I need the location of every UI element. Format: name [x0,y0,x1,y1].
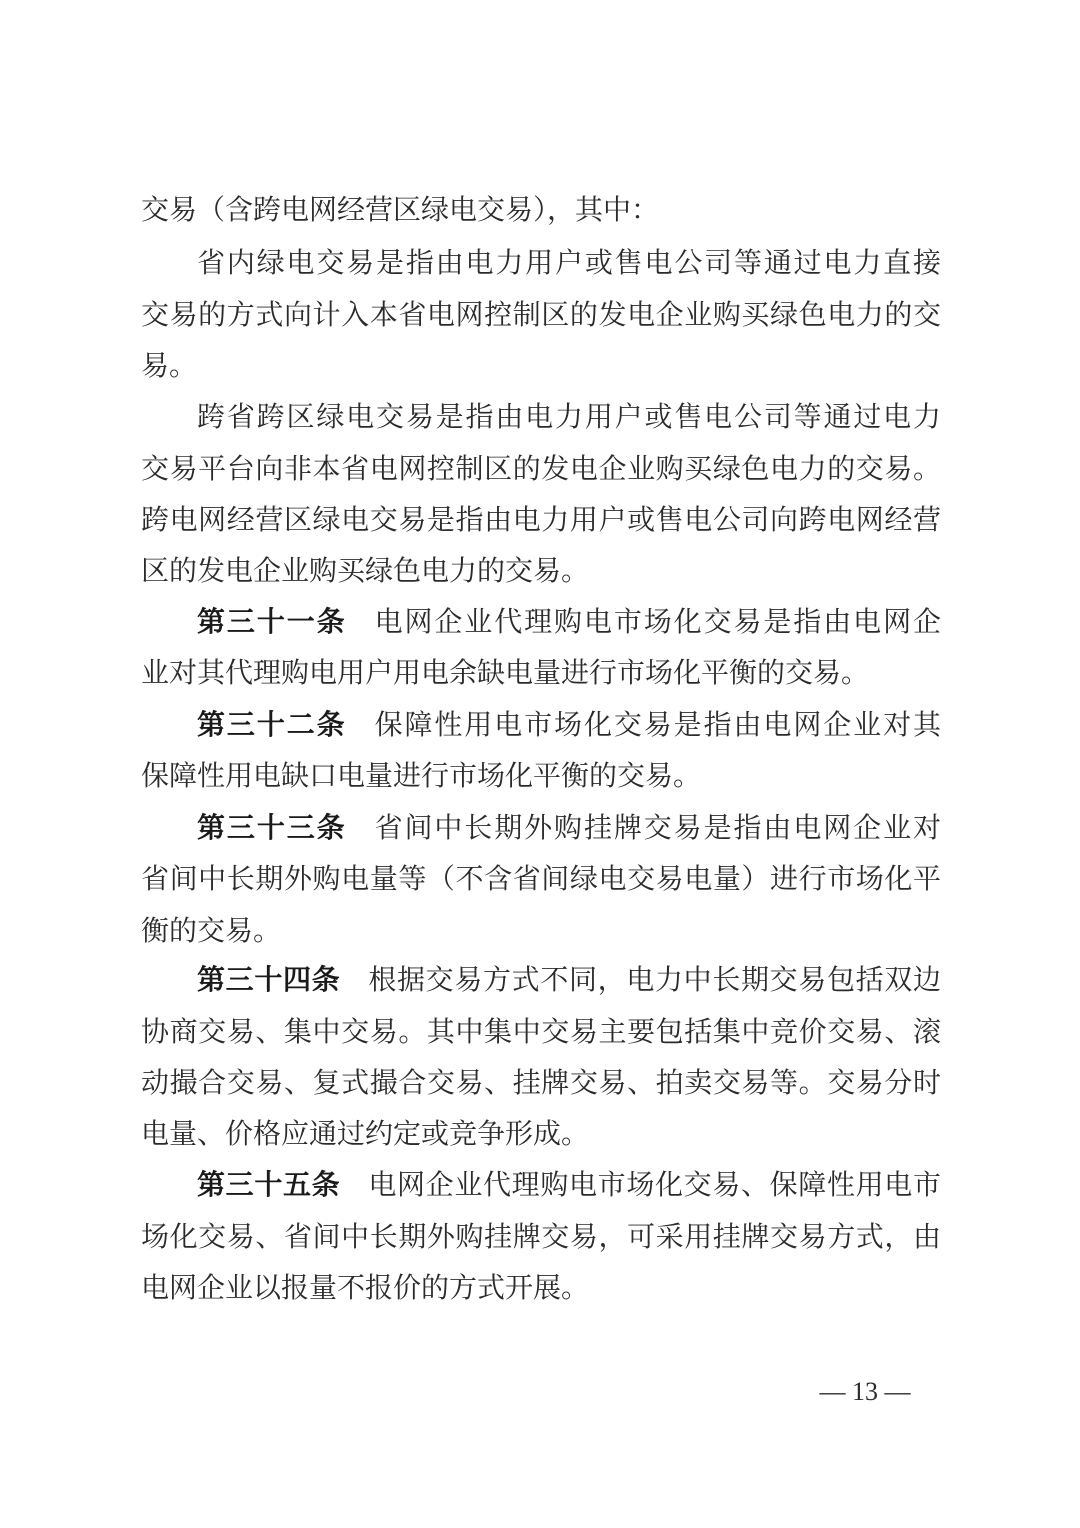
article-31-text: 电网企业代理购电市场化交易是指由电网企 [374,605,941,638]
article-34-text: 根据交易方式不同，电力中长期交易包括双边 [368,963,941,996]
body-text-line: 交易平台向非本省电网控制区的发电企业购买绿色电力的交易。 [141,452,941,485]
page-number: — 13 — [819,1377,911,1406]
article-31-heading: 第三十一条 [197,605,347,638]
body-text-line: 交易的方式向计入本省电网控制区的发电企业购买绿色电力的交 [141,298,941,331]
article-33-heading: 第三十三条 [197,811,347,844]
body-text-line: 跨省跨区绿电交易是指由电力用户或售电公司等通过电力 [197,400,941,433]
article-35-line [197,1165,941,1205]
article-31-line [197,602,941,642]
body-text-line: 省内绿电交易是指由电力用户或售电公司等通过电力直接 [197,246,941,279]
body-text-line: 场化交易、省间中长期外购挂牌交易，可采用挂牌交易方式，由 [141,1220,941,1253]
article-32-line [197,705,941,745]
article-34-heading: 第三十四条 [197,963,341,996]
body-text-line: 交易（含跨电网经营区绿电交易），其中： [141,193,660,226]
body-text-line: 省间中长期外购电量等（不含省间绿电交易电量）进行市场化平 [141,862,941,895]
article-32-text: 保障性用电市场化交易是指由电网企业对其 [374,708,941,741]
body-text-line: 动撮合交易、复式撮合交易、挂牌交易、拍卖交易等。交易分时 [141,1066,941,1099]
body-text-line: 保障性用电缺口电量进行市场化平衡的交易。 [141,759,702,792]
body-text-line: 电量、价格应通过约定或竞争形成。 [141,1117,590,1150]
body-text-line: 跨电网经营区绿电交易是指由电力用户或售电公司向跨电网经营 [141,503,941,536]
body-text-line: 易。 [141,349,198,382]
body-text-line: 衡的交易。 [141,914,282,947]
article-33-line [197,808,941,848]
body-text-line: 区的发电企业购买绿色电力的交易。 [141,554,590,587]
article-33-text: 省间中长期外购挂牌交易是指由电网企业对 [374,811,941,844]
body-text-line: 电网企业以报量不报价的方式开展。 [141,1271,590,1304]
article-34-line [197,960,941,1000]
article-32-heading: 第三十二条 [197,708,347,741]
article-35-heading: 第三十五条 [197,1168,341,1201]
body-text-line: 协商交易、集中交易。其中集中交易主要包括集中竞价交易、滚 [141,1015,941,1048]
article-35-text: 电网企业代理购电市场化交易、保障性用电市 [368,1168,941,1201]
body-text-line: 业对其代理购电用户用电余缺电量进行市场化平衡的交易。 [141,656,870,689]
